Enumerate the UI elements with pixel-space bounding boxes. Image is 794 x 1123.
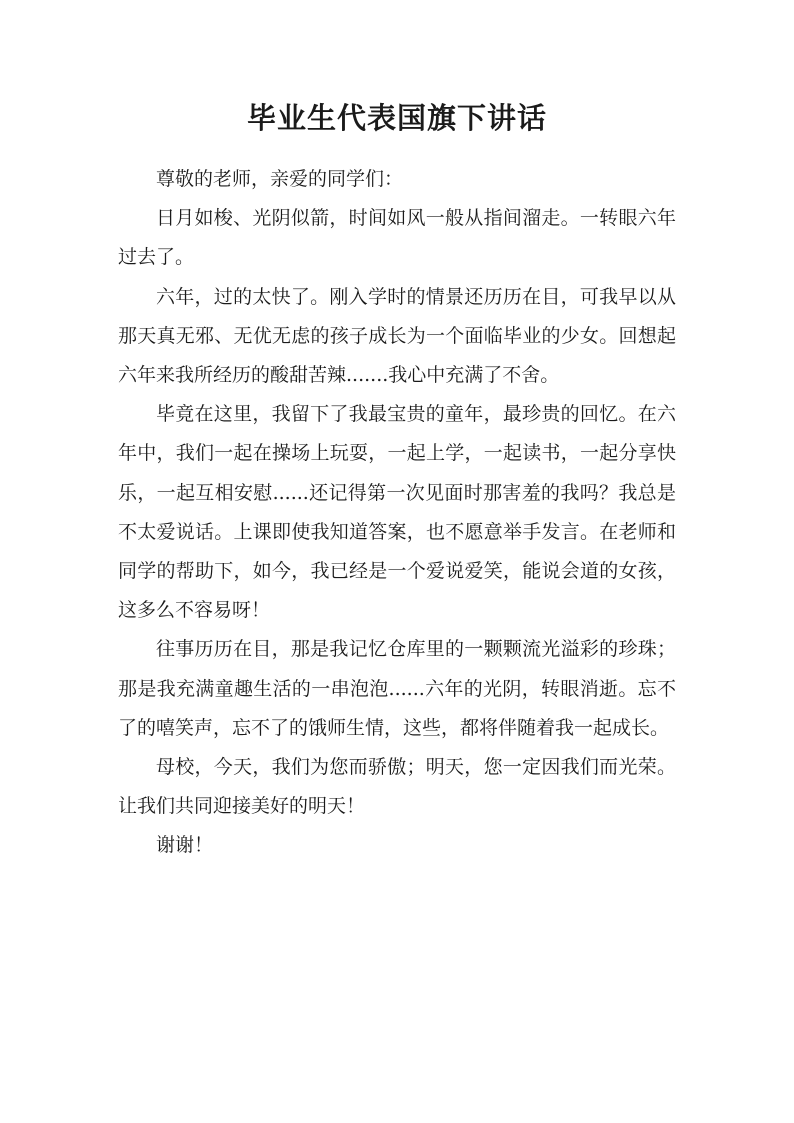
body-paragraph-2: 六年，过的太快了。刚入学时的情景还历历在目，可我早以从那天真无邪、无优无虑的孩子成长为一个面临毕业的少女。回想起六年来我所经历的酸甜苦辣.......我心中充满了不舍。	[118, 285, 676, 387]
document-body	[118, 160, 676, 866]
body-paragraph-1: 日月如梭、光阴似箭，时间如风一般从指间溜走。一转眼六年过去了。	[118, 207, 676, 269]
body-paragraph-3: 毕竟在这里，我留下了我最宝贵的童年，最珍贵的回忆。在六年中，我们一起在操场上玩耍，一起上学，一起读书，一起分享快乐，一起互相安慰......还记得第一次见面时那害羞的我吗？我总是不太爱说话。上课即使我知道答案，也不愿意举手发言。在老师和同学的帮助下，如今，我已经是一个爱说爱笑，能说会道的女孩，这多么不容易呀！	[118, 403, 676, 622]
body-paragraph-5: 母校，今天，我们为您而骄傲；明天，您一定因我们而光荣。让我们共同迎接美好的明天！	[118, 756, 676, 818]
body-paragraph-4: 往事历历在目，那是我记忆仓库里的一颗颗流光溢彩的珍珠；那是我充满童趣生活的一串泡泡......六年的光阴，转眼消逝。忘不了的嘻笑声，忘不了的饿师生情，这些，都将伴随着我一起成长。	[118, 638, 676, 739]
document-title: 毕业生代表国旗下讲话	[246, 101, 547, 135]
closing-paragraph: 谢谢！	[156, 834, 214, 857]
document-page	[118, 88, 676, 866]
salutation-paragraph: 尊敬的老师，亲爱的同学们：	[156, 168, 404, 190]
